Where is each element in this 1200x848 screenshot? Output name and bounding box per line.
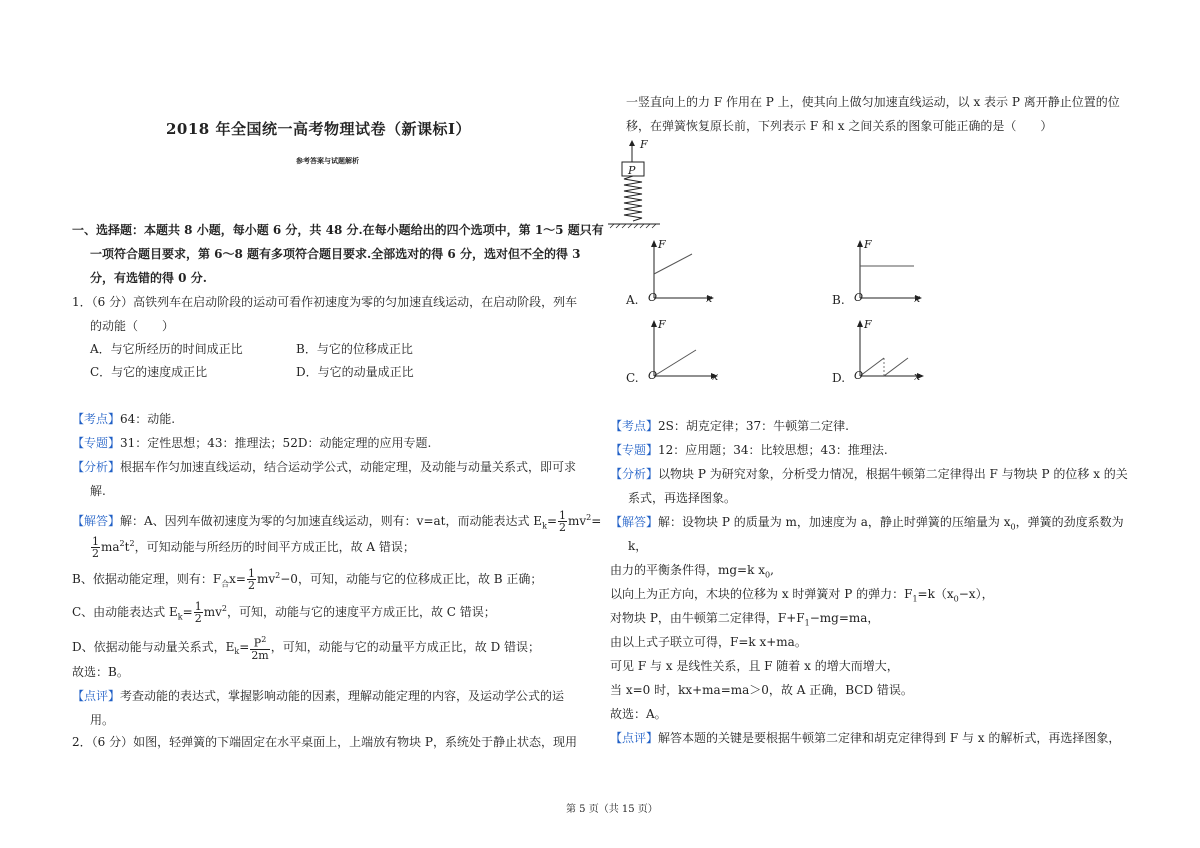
q1-jieda-d-text-2: ，可知，动能与它的动量平方成正比，故 D 错误； bbox=[270, 639, 541, 654]
graph-c-origin: O bbox=[648, 369, 658, 382]
q2-line-8: 当 x=0 时，kx+ma=ma＞0，故 A 正确，BCD 错误。 bbox=[610, 683, 913, 697]
graph-d-axis-f: F bbox=[864, 318, 872, 331]
graph-b-origin: O bbox=[854, 291, 864, 304]
q2-line-5-text: 对物块 P，由牛顿第二定律得，F+F bbox=[610, 611, 805, 625]
q1-kaodian-text: 64：动能. bbox=[120, 412, 176, 426]
q2-stem-2: 一竖直向上的力 F 作用在 P 上，使其向上做匀加速直线运动，以 x 表示 P 离开静止位置的位 bbox=[626, 95, 1120, 109]
q1-dianping-tag: 【点评】 bbox=[72, 689, 121, 703]
q2-option-c: C. bbox=[626, 371, 639, 385]
graph-b-axis-f: F bbox=[864, 238, 872, 251]
q2-line-4-text: 以向上为正方向，木块的位移为 x 时弹簧对 P 的弹力：F bbox=[610, 587, 913, 601]
q1-jieda-b-text-2: ，可知，动能与它的位移成正比，故 B 正确； bbox=[297, 572, 543, 586]
section-line-3: 分，有选错的得 0 分. bbox=[90, 271, 207, 285]
q1-stem-1: 1．（6 分）高铁列车在启动阶段的运动可看作初速度为零的匀加速直线运动，在启动阶段，列车 bbox=[72, 295, 578, 309]
q2-kaodian-tag: 【考点】 bbox=[610, 419, 659, 433]
q1-frac-half-3: $\frac{1}{2}$ bbox=[247, 567, 255, 592]
q2-dianping-text: 解答本题的关键是要根据牛顿第二定律和胡克定律得到 F 与 x 的解析式，再选择图象， bbox=[658, 731, 1121, 745]
q1-option-a: A．与它所经历的时间成正比 bbox=[90, 342, 243, 356]
q2-zhuanti-tag: 【专题】 bbox=[610, 443, 659, 457]
q1-jieda-a-cont: $\frac{1}{2}$ $ma^2t^2$，可知动能与所经历的时间平方成正比，故 A 错误； bbox=[92, 535, 415, 560]
q2-option-d: D. bbox=[832, 371, 846, 385]
q1-fenxi-2: 解. bbox=[90, 484, 106, 498]
section-line-2: 一项符合题目要求，第 6～8 题有多项符合题目要求.全部选对的得 6 分，选对但不全的得 3 bbox=[90, 247, 581, 261]
q1-fenxi bbox=[72, 459, 576, 475]
q2-fenxi bbox=[610, 466, 1128, 482]
q1-kaodian-tag: 【考点】 bbox=[72, 412, 121, 426]
q2-line-5-text-b: mg=ma， bbox=[819, 611, 880, 625]
graph-d-origin: O bbox=[854, 369, 864, 382]
graph-b-axis-x: x bbox=[914, 292, 921, 305]
q1-fenxi-tag: 【分析】 bbox=[72, 460, 121, 474]
q2-jieda: 【解答】解：设物块 P 的质量为 m，加速度为 a，静止时弹簧的压缩量为 $x_0$，弹簧的劲度系数为 bbox=[610, 515, 1124, 532]
spring-block-label: P bbox=[628, 164, 636, 177]
q2-kaodian-text: 2S：胡克定律；37：牛顿第二定律. bbox=[658, 419, 849, 433]
q2-line-4-text-c: x）， bbox=[968, 587, 994, 601]
q1-frac-half-2: $\frac{1}{2}$ bbox=[92, 535, 99, 560]
q1-frac-half-4: $\frac{1}{2}$ bbox=[194, 600, 202, 625]
q1-jieda-c-text: C、由动能表达式 E bbox=[72, 605, 178, 619]
q2-answer: 故选：A。 bbox=[610, 707, 667, 721]
graph-c-axis-f: F bbox=[658, 318, 666, 331]
q2-line-4: 以向上为正方向，木块的位移为 x 时弹簧对 P 的弹力：$F_1=k(x_0-x)$， bbox=[610, 587, 994, 604]
q1-zhuanti-text: 31：定性思想；43：推理法；52D：动能定理的应用专题. bbox=[120, 436, 432, 450]
q2-stem-3: 移，在弹簧恢复原长前，下列表示 F 和 x 之间关系的图象可能正确的是（ ） bbox=[626, 119, 1053, 133]
q1-dianping-text: 考查动能的表达式，掌握影响动能的因素，理解动能定理的内容，及运动学公式的运 bbox=[120, 689, 565, 703]
q1-answer: 故选：B。 bbox=[72, 665, 129, 679]
q1-option-c: C．与它的速度成正比 bbox=[90, 365, 208, 379]
q2-jieda-text-b: ，弹簧的劲度系数为 bbox=[1015, 515, 1124, 529]
q1-jieda-a-text: 解：A、因列车做初速度为零的匀加速直线运动，则有：v=at，而动能表达式 E bbox=[120, 514, 543, 528]
q2-jieda-2: k， bbox=[628, 539, 648, 553]
q1-fenxi-text: 根据车作匀加速直线运动，结合运动学公式，动能定理，及动能与动量关系式，即可求 bbox=[120, 460, 577, 474]
spring-force-label: F bbox=[640, 138, 648, 151]
q1-jieda-a: 【解答】解：A、因列车做初速度为零的匀加速直线运动，则有：v=at，而动能表达式 $E_k=$ $\frac{1}{2}$ $mv^2=$ bbox=[72, 509, 602, 534]
q2-fenxi-2: 系式，再选择图象。 bbox=[628, 491, 737, 505]
q1-dianping bbox=[72, 688, 564, 704]
q1-zhuanti-tag: 【专题】 bbox=[72, 436, 121, 450]
q2-kaodian bbox=[610, 418, 849, 434]
graph-c-axis-x: x bbox=[712, 370, 719, 383]
q2-line-5: 对物块 P，由牛顿第二定律得，$F+F_1-mg=ma$， bbox=[610, 611, 880, 628]
q2-line-4-text-b: =k（x bbox=[917, 587, 954, 601]
page-footer: 第 5 页（共 15 页） bbox=[566, 804, 658, 815]
q2-fenxi-tag: 【分析】 bbox=[610, 467, 659, 481]
q2-zhuanti-text: 12：应用题；34：比较思想；43：推理法. bbox=[658, 443, 888, 457]
graph-a-axis-x: x bbox=[706, 292, 713, 305]
q1-frac-p2: $\frac{P^2}{2m}$ bbox=[251, 635, 269, 662]
q2-line-3: 由力的平衡条件得，mg=k $x_0$, bbox=[610, 563, 774, 580]
q2-line-3-text: 由力的平衡条件得，mg=k x bbox=[610, 563, 765, 577]
q1-jieda-c: C、由动能表达式 $E_k=$ $\frac{1}{2}$ $mv^2$，可知，动能与它的速度平方成正比，故 C 错误； bbox=[72, 600, 496, 625]
q2-dianping bbox=[610, 730, 1120, 746]
q1-stem-2: 的动能（ ） bbox=[90, 319, 175, 333]
q2-zhuanti bbox=[610, 442, 888, 458]
page-subtitle: 参考答案与试题解析 bbox=[296, 156, 359, 165]
graph-a-axis-f: F bbox=[658, 238, 666, 251]
q1-jieda-d-text: D、依据动能与动量关系式，E bbox=[72, 639, 235, 654]
graph-a-origin: O bbox=[648, 291, 658, 304]
q2-jieda-text: 解：设物块 P 的质量为 m，加速度为 a，静止时弹簧的压缩量为 x bbox=[658, 515, 1011, 529]
q1-zhuanti bbox=[72, 435, 431, 451]
q2-line-7: 可见 F 与 x 是线性关系，且 F 随着 x 的增大而增大， bbox=[610, 659, 899, 673]
graph-d-axis-x: x bbox=[914, 370, 921, 383]
q2-stem-1: 2．（6 分）如图，轻弹簧的下端固定在水平桌面上，上端放有物块 P，系统处于静止状态，现用 bbox=[72, 735, 577, 749]
page-title: 2018 年全国统一高考物理试卷（新课标Ⅰ） bbox=[166, 120, 471, 138]
q1-jieda-b: B、依据动能定理，则有：$F_合x=$ $\frac{1}{2}$ $mv^2-0$，可知，动能与它的位移成正比，故 B 正确； bbox=[72, 567, 543, 592]
q2-option-a: A. bbox=[626, 293, 639, 307]
q1-option-d: D．与它的动量成正比 bbox=[296, 365, 414, 379]
q1-jieda-c-text-2: ，可知，动能与它的速度平方成正比，故 C 错误； bbox=[226, 605, 496, 619]
q2-fenxi-text: 以物块 P 为研究对象，分析受力情况，根据牛顿第二定律得出 F 与物块 P 的位移 x 的关 bbox=[658, 467, 1128, 481]
q2-option-b: B. bbox=[832, 293, 845, 307]
q2-jieda-tag: 【解答】 bbox=[610, 515, 659, 529]
q1-jieda-b-text: B、依据动能定理，则有：F bbox=[72, 572, 222, 586]
q1-frac-half: $\frac{1}{2}$ bbox=[559, 509, 566, 534]
section-line-1: 一、选择题：本题共 8 小题，每小题 6 分，共 48 分.在每小题给出的四个选项中，第 1～5 题只有 bbox=[72, 223, 604, 237]
q1-option-b: B．与它的位移成正比 bbox=[296, 342, 413, 356]
q2-dianping-tag: 【点评】 bbox=[610, 731, 659, 745]
q2-line-6: 由以上式子联立可得，F=k x+ma。 bbox=[610, 635, 807, 649]
q1-jieda-tag: 【解答】 bbox=[72, 514, 121, 528]
q1-kaodian bbox=[72, 411, 175, 427]
q1-dianping-2: 用。 bbox=[90, 713, 115, 727]
spring-figure bbox=[608, 138, 668, 234]
q1-jieda-d: D、依据动能与动量关系式，$E_k=$ $\frac{P^2}{2m}$ ，可知，动能与它的动量平方成正比，故 D 错误； bbox=[72, 635, 541, 662]
q1-jieda-a-text-2: ，可知动能与所经历的时间平方成正比，故 A 错误； bbox=[134, 540, 415, 554]
